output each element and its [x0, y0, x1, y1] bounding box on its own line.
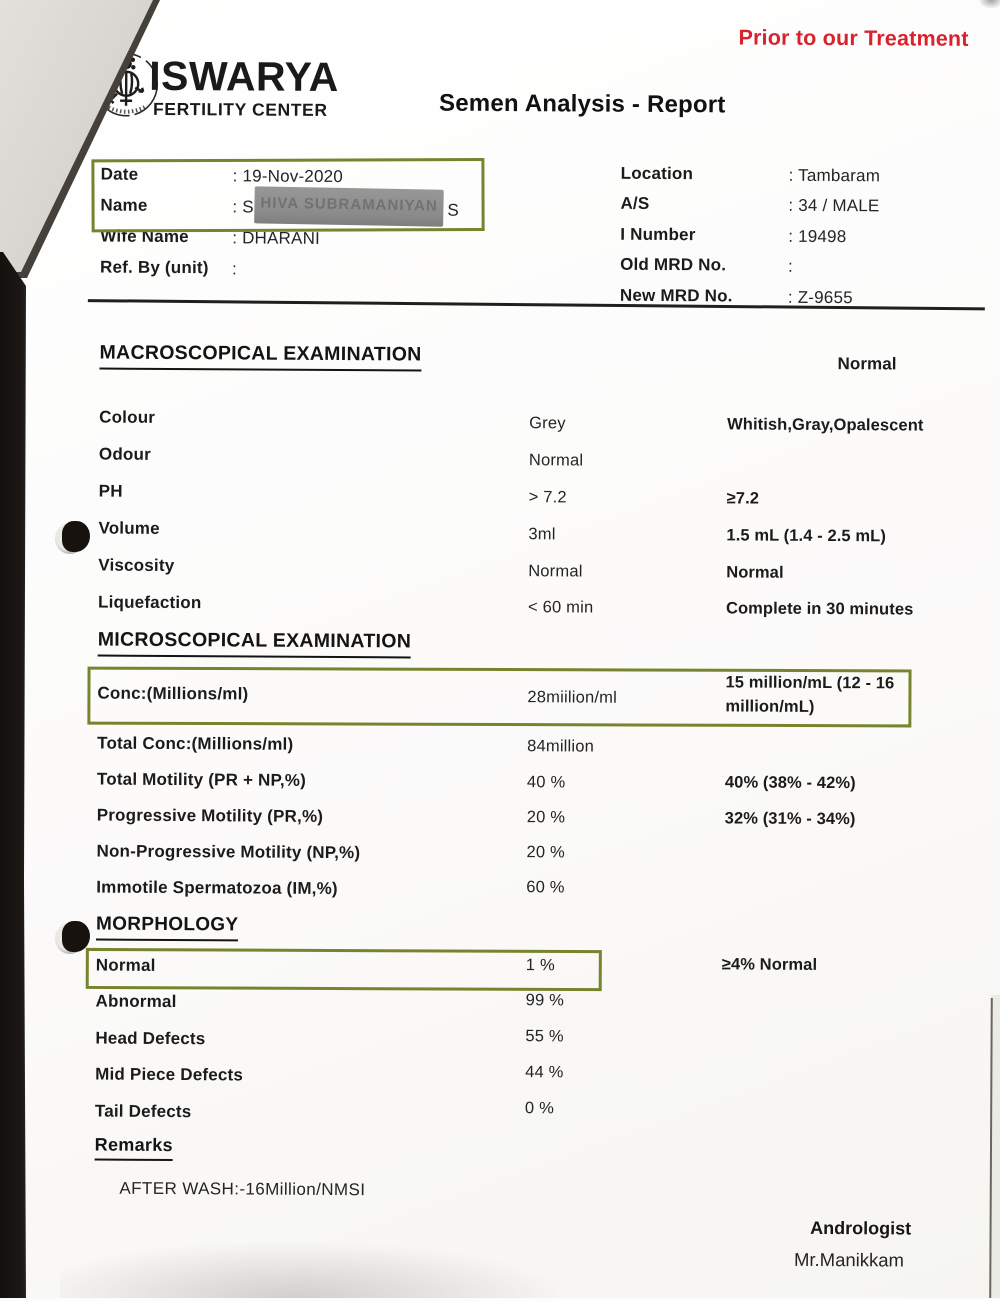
row-label: Progressive Motility (PR,%) [96, 805, 324, 826]
name-label: Name [100, 195, 148, 215]
age-sex-value: : 34 / MALE [788, 195, 880, 216]
row-reference: 32% (31% - 34%) [724, 809, 856, 829]
row-value: 3ml [528, 525, 556, 544]
old-mrd-label: Old MRD No. [620, 254, 727, 275]
location-value: : Tambaram [788, 165, 881, 186]
row-label: Non-Progressive Motility (NP,%) [96, 841, 361, 863]
age-sex-label: A/S [620, 193, 650, 213]
row-reference: ≥7.2 [726, 489, 760, 508]
row-reference: ≥4% Normal [721, 955, 818, 974]
clinic-subtitle: FERTILITY CENTER [152, 98, 328, 120]
report-title: Semen Analysis - Report [438, 89, 726, 119]
clinic-name: ISWARYA [149, 52, 339, 101]
row-value: 0 % [524, 1099, 555, 1118]
row-label: Head Defects [95, 1028, 206, 1049]
i-number-label: I Number [620, 224, 696, 245]
row-value: 28miilion/ml [527, 688, 618, 707]
row-value: > 7.2 [528, 488, 567, 507]
name-redacted-text: HIVA SUBRAMANIYAN [260, 194, 438, 215]
row-reference: 40% (38% - 42%) [724, 773, 856, 793]
row-label: Liquefaction [97, 592, 202, 613]
row-reference: Normal [726, 563, 784, 582]
old-mrd-value: : [788, 256, 794, 276]
row-reference: 1.5 mL (1.4 - 2.5 mL) [726, 526, 887, 546]
scan-background-left-edge [0, 252, 28, 1298]
row-label: Tail Defects [94, 1101, 192, 1122]
row-value: 44 % [525, 1063, 564, 1082]
row-value: 99 % [525, 991, 565, 1010]
signature-name: Mr.Manikkam [793, 1248, 905, 1271]
row-label: PH [98, 481, 123, 501]
row-value: Normal [528, 562, 583, 581]
name-value-suffix: S [447, 200, 460, 220]
microscopic-section-title: MICROSCOPICAL EXAMINATION [98, 629, 412, 659]
remarks-section-title: Remarks [95, 1135, 173, 1161]
row-value: 1 % [525, 956, 555, 975]
macroscopic-normal-header: Normal [837, 354, 897, 374]
row-value: 55 % [525, 1027, 564, 1046]
scan-bottom-shadow [60, 1238, 580, 1298]
name-value-prefix: : S [232, 197, 254, 217]
row-value: < 60 min [527, 598, 594, 617]
date-name-highlight-box [91, 158, 484, 232]
row-label: Mid Piece Defects [95, 1064, 244, 1085]
signature-role: Andrologist [810, 1217, 912, 1239]
row-label: Abnormal [95, 991, 177, 1012]
ref-by-label: Ref. By (unit) [100, 257, 209, 278]
row-value: Grey [529, 414, 566, 433]
row-label: Immotile Spermatozoa (IM,%) [96, 877, 338, 899]
punch-hole [55, 520, 93, 558]
date-label: Date [100, 164, 139, 184]
row-value: 60 % [526, 878, 565, 897]
row-value: Normal [528, 451, 584, 470]
location-label: Location [620, 163, 694, 184]
treatment-stamp: Prior to our Treatment [738, 25, 969, 51]
row-reference: Complete in 30 minutes [725, 599, 914, 619]
remarks-text: AFTER WASH:-16Million/NMSI [119, 1178, 366, 1200]
row-reference-line1: 15 million/mL (12 - 16 [725, 673, 895, 693]
wife-name-label: Wife Name [100, 226, 189, 247]
punch-hole [55, 920, 93, 958]
row-value: 20 % [526, 808, 566, 827]
scan-smudge [978, 0, 1000, 9]
row-label: Colour [99, 407, 156, 427]
i-number-value: : 19498 [788, 226, 847, 247]
new-mrd-label: New MRD No. [619, 285, 733, 306]
wife-name-value: : DHARANI [232, 228, 321, 248]
row-label: Odour [98, 444, 151, 464]
row-label: Conc:(Millions/ml) [97, 683, 249, 704]
morphology-section-title: MORPHOLOGY [96, 914, 239, 942]
row-value: 40 % [526, 773, 566, 792]
row-label: Normal [95, 955, 156, 975]
row-label: Viscosity [98, 555, 175, 576]
row-label: Total Motility (PR + NP,%) [96, 769, 307, 790]
date-value: : 19-Nov-2020 [232, 166, 344, 187]
new-mrd-value: : Z-9655 [787, 287, 853, 308]
row-label: Volume [98, 518, 160, 538]
row-reference: Whitish,Gray,Opalescent [727, 415, 924, 435]
row-reference-line2: million/mL) [725, 697, 815, 716]
morphology-normal-highlight-box [86, 948, 602, 991]
macroscopic-section-title: MACROSCOPICAL EXAMINATION [99, 342, 421, 372]
row-value: 84million [527, 737, 595, 756]
row-value: 20 % [526, 843, 565, 862]
row-label: Total Conc:(Millions/ml) [97, 733, 294, 754]
ref-by-value: : [232, 259, 238, 279]
